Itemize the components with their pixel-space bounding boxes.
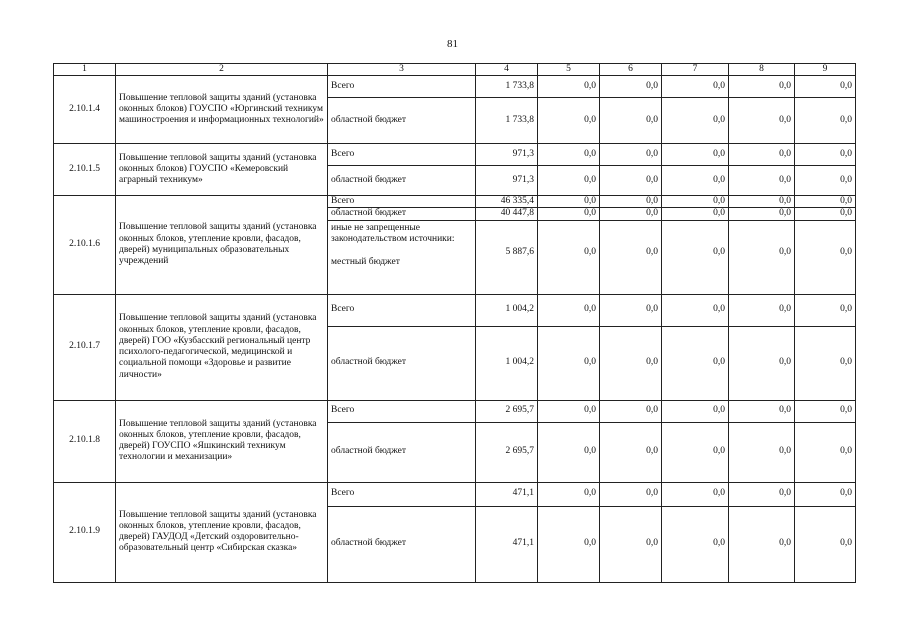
measure-description: Повышение тепловой защиты зданий (установка оконных блоков) ГОУСПО «Кемеровский аграрный техникум» — [116, 144, 328, 196]
year-value: 0,0 — [600, 326, 662, 400]
header-cell: 8 — [729, 64, 795, 76]
year-value: 0,0 — [729, 294, 795, 326]
year-value: 0,0 — [729, 506, 795, 582]
total-value: 1 733,8 — [476, 76, 538, 98]
year-value: 0,0 — [600, 482, 662, 506]
year-value: 0,0 — [662, 482, 729, 506]
total-value: 46 335,4 — [476, 196, 538, 208]
year-value: 0,0 — [795, 98, 856, 144]
total-value: 40 447,8 — [476, 208, 538, 220]
year-value: 0,0 — [600, 208, 662, 220]
year-value: 0,0 — [538, 422, 600, 482]
year-value: 0,0 — [600, 144, 662, 166]
total-value: 971,3 — [476, 144, 538, 166]
funding-source: Всего — [328, 294, 476, 326]
year-value: 0,0 — [729, 98, 795, 144]
year-value: 0,0 — [729, 220, 795, 294]
total-value: 1 004,2 — [476, 294, 538, 326]
total-value: 971,3 — [476, 166, 538, 196]
year-value: 0,0 — [795, 422, 856, 482]
year-value: 0,0 — [662, 294, 729, 326]
table-row — [54, 196, 856, 208]
year-value: 0,0 — [662, 144, 729, 166]
funding-source: Всего — [328, 144, 476, 166]
measure-code: 2.10.1.7 — [54, 294, 116, 400]
year-value: 0,0 — [600, 196, 662, 208]
total-value: 5 887,6 — [476, 220, 538, 294]
year-value: 0,0 — [729, 196, 795, 208]
year-value: 0,0 — [538, 294, 600, 326]
year-value: 0,0 — [538, 400, 600, 422]
measure-code: 2.10.1.8 — [54, 400, 116, 482]
year-value: 0,0 — [662, 326, 729, 400]
funding-source: областной бюджет — [328, 506, 476, 582]
measure-description: Повышение тепловой защиты зданий (установка оконных блоков, утепление кровли, фасадов, дверей) ГОУСПО «Яшкинский техникум технологии и механизации» — [116, 400, 328, 482]
total-value: 471,1 — [476, 506, 538, 582]
year-value: 0,0 — [729, 144, 795, 166]
measure-code: 2.10.1.9 — [54, 482, 116, 582]
funding-source — [328, 220, 476, 294]
funding-source: Всего — [328, 76, 476, 98]
total-value: 471,1 — [476, 482, 538, 506]
year-value: 0,0 — [795, 196, 856, 208]
year-value: 0,0 — [538, 76, 600, 98]
measure-code: 2.10.1.4 — [54, 76, 116, 144]
other-sources-note: иные не запрещенные законодательством источники: — [331, 222, 455, 244]
year-value: 0,0 — [795, 294, 856, 326]
page-number: 81 — [447, 38, 458, 50]
year-value: 0,0 — [662, 76, 729, 98]
year-value: 0,0 — [662, 166, 729, 196]
year-value: 0,0 — [662, 98, 729, 144]
measure-description: Повышение тепловой защиты зданий (установка оконных блоков, утепление кровли, фасадов, дверей) ГАУДОД «Детский оздоровительно-образовательный центр «Сибирская сказка» — [116, 482, 328, 582]
funding-source: Всего — [328, 196, 476, 208]
year-value: 0,0 — [795, 506, 856, 582]
header-cell: 9 — [795, 64, 856, 76]
year-value: 0,0 — [662, 422, 729, 482]
table-row — [54, 482, 856, 506]
header-cell: 1 — [54, 64, 116, 76]
year-value: 0,0 — [662, 196, 729, 208]
total-value: 2 695,7 — [476, 400, 538, 422]
funding-source: областной бюджет — [328, 326, 476, 400]
year-value: 0,0 — [729, 482, 795, 506]
year-value: 0,0 — [600, 98, 662, 144]
measure-code: 2.10.1.5 — [54, 144, 116, 196]
year-value: 0,0 — [795, 166, 856, 196]
year-value: 0,0 — [662, 400, 729, 422]
header-row — [54, 64, 856, 76]
year-value: 0,0 — [795, 326, 856, 400]
year-value: 0,0 — [600, 422, 662, 482]
year-value: 0,0 — [729, 422, 795, 482]
year-value: 0,0 — [795, 76, 856, 98]
table-row — [54, 76, 856, 98]
year-value: 0,0 — [729, 400, 795, 422]
year-value: 0,0 — [538, 482, 600, 506]
funding-source: областной бюджет — [328, 98, 476, 144]
year-value: 0,0 — [795, 144, 856, 166]
year-value: 0,0 — [729, 166, 795, 196]
year-value: 0,0 — [600, 400, 662, 422]
funding-source: областной бюджет — [328, 422, 476, 482]
year-value: 0,0 — [795, 400, 856, 422]
year-value: 0,0 — [795, 482, 856, 506]
year-value: 0,0 — [538, 166, 600, 196]
total-value: 2 695,7 — [476, 422, 538, 482]
year-value: 0,0 — [600, 506, 662, 582]
header-cell: 7 — [662, 64, 729, 76]
header-cell: 2 — [116, 64, 328, 76]
header-cell: 3 — [328, 64, 476, 76]
year-value: 0,0 — [662, 506, 729, 582]
header-cell: 4 — [476, 64, 538, 76]
year-value: 0,0 — [538, 208, 600, 220]
year-value: 0,0 — [662, 220, 729, 294]
header-cell: 5 — [538, 64, 600, 76]
measure-code: 2.10.1.6 — [54, 196, 116, 295]
funding-source: областной бюджет — [328, 166, 476, 196]
year-value: 0,0 — [538, 196, 600, 208]
header-cell: 6 — [600, 64, 662, 76]
year-value: 0,0 — [538, 326, 600, 400]
year-value: 0,0 — [662, 208, 729, 220]
table-row — [54, 294, 856, 326]
year-value: 0,0 — [538, 98, 600, 144]
local-budget-label: местный бюджет — [331, 257, 400, 268]
year-value: 0,0 — [729, 326, 795, 400]
year-value: 0,0 — [729, 208, 795, 220]
funding-source: Всего — [328, 400, 476, 422]
year-value: 0,0 — [729, 76, 795, 98]
year-value: 0,0 — [600, 166, 662, 196]
year-value: 0,0 — [795, 208, 856, 220]
funding-source: Всего — [328, 482, 476, 506]
measure-description: Повышение тепловой защиты зданий (установка оконных блоков) ГОУСПО «Юргинский техникум машиностроения и информационных технологий» — [116, 76, 328, 144]
funding-source: областной бюджет — [328, 208, 476, 220]
year-value: 0,0 — [538, 220, 600, 294]
total-value: 1 733,8 — [476, 98, 538, 144]
year-value: 0,0 — [600, 294, 662, 326]
measure-description: Повышение тепловой защиты зданий (установка оконных блоков, утепление кровли, фасадов, дверей) муниципальных образовательных учреждений — [116, 196, 328, 295]
year-value: 0,0 — [538, 506, 600, 582]
total-value: 1 004,2 — [476, 326, 538, 400]
year-value: 0,0 — [538, 144, 600, 166]
year-value: 0,0 — [600, 220, 662, 294]
budget-table — [53, 63, 856, 583]
table-row — [54, 400, 856, 422]
measure-description: Повышение тепловой защиты зданий (установка оконных блоков, утепление кровли, фасадов, дверей) ГОО «Кузбасский региональный центр психолого-педагогической, медицинской и социальной помощи «Здоровье и развитие личности» — [116, 294, 328, 400]
year-value: 0,0 — [600, 76, 662, 98]
table-row — [54, 144, 856, 166]
year-value: 0,0 — [795, 220, 856, 294]
